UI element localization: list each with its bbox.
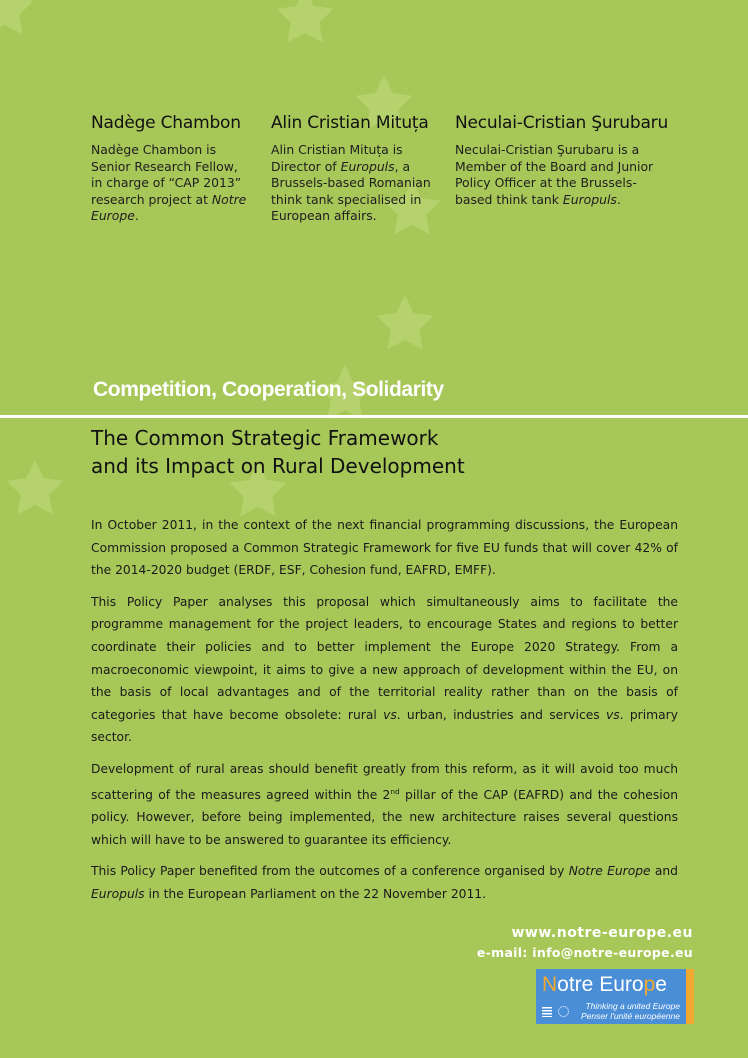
logo-wordmark bbox=[542, 973, 667, 997]
logo-text: otre Euro bbox=[557, 973, 644, 996]
notre-europe-logo bbox=[536, 969, 686, 1024]
text-segment: Development of rural areas should benefit greatly from this reform, as it will avoid too much scattering of the measures agreed within the 2 bbox=[91, 761, 678, 802]
logo-accent-bar bbox=[686, 969, 694, 1024]
author-neculai-surubaru bbox=[455, 113, 669, 208]
paragraph bbox=[91, 591, 678, 749]
emphasis-text: vs bbox=[605, 707, 620, 722]
author-alin-mituta bbox=[271, 113, 441, 225]
flag-icon bbox=[542, 1007, 552, 1017]
text-segment: This Policy Paper analyses this proposal which simultaneously aims to facilitate the programme management for the project leaders, to encourage States and regions to better coordinate their policies and to better implement the Europe 2020 Strategy. From a macroeconomic viewpoint, it aims to give a new approach of development within the EU, on the basis of local advantages and of the territorial reality rather than on the basis of categories that have become obsolete: rural bbox=[91, 594, 678, 722]
author-name: Neculai-Cristian Şurubaru bbox=[455, 113, 669, 133]
text-segment: . bbox=[134, 208, 139, 223]
text-segment: . primary sector. bbox=[91, 707, 678, 745]
text-segment: and bbox=[650, 864, 678, 879]
email-link[interactable]: e-mail: info@notre-europe.eu bbox=[476, 945, 693, 960]
text-segment: Nadège Chambon is Senior Research Fellow, in charge of “CAP 2013” research project at bbox=[91, 142, 242, 207]
text-segment: in the European Parliament on the 22 November 2011. bbox=[144, 887, 487, 901]
logo-letter: N bbox=[542, 973, 558, 996]
emphasis-text: Europuls bbox=[562, 191, 617, 207]
emphasis-text: Europuls bbox=[91, 887, 145, 901]
text-segment: nd bbox=[390, 786, 400, 796]
paragraph bbox=[91, 860, 678, 905]
text-segment: , a Brussels-based Romanian think tank specialised in European affairs. bbox=[271, 158, 431, 223]
text-segment: . bbox=[616, 191, 621, 207]
title-line-1: The Common Strategic Framework bbox=[91, 426, 439, 450]
abstract bbox=[91, 514, 678, 915]
divider bbox=[0, 415, 748, 418]
author-name: Nadège Chambon bbox=[91, 113, 241, 133]
logo-letter: p bbox=[643, 973, 656, 996]
emphasis-text: Notre Europe bbox=[568, 864, 651, 879]
text-segment: This Policy Paper benefited from the outcomes of a conference organised by bbox=[91, 864, 569, 879]
author-bio bbox=[271, 142, 441, 225]
text-segment: Neculai-Cristian Şurubaru is a Member of the Board and Junior Policy Officer at the Brussels-based think tank bbox=[455, 142, 654, 207]
series-title: Competition, Cooperation, Solidarity bbox=[93, 378, 444, 401]
emphasis-text: vs bbox=[383, 707, 397, 722]
emphasis-text: Europuls bbox=[340, 158, 395, 174]
logo-tagline-en: Thinking a united Europe bbox=[585, 1001, 680, 1011]
text-segment: In October 2011, in the context of the next financial programming discussions, the European Commission proposed a Common Strategic Framework for five EU funds that will cover 42% of the 2014-2020 budget (ERDF, ESF, Cohesion fund, EAFRD, EMFF). bbox=[91, 518, 678, 578]
title-line-2: and its Impact on Rural Development bbox=[91, 454, 465, 478]
paragraph bbox=[91, 514, 678, 582]
paragraph bbox=[91, 758, 678, 851]
text-segment: . urban, industries and services bbox=[396, 707, 606, 722]
text-segment: pillar of the CAP (EAFRD) and the cohesion policy. However, before being implemented, the new architecture raises several questions which will have to be answered to guarantee its efficiency. bbox=[91, 787, 679, 847]
author-bio bbox=[455, 142, 655, 208]
logo-text: e bbox=[655, 973, 667, 996]
author-nadege-chambon bbox=[91, 113, 251, 225]
author-bio bbox=[91, 142, 251, 225]
author-name: Alin Cristian Mituța bbox=[271, 113, 429, 133]
text-segment: Alin Cristian Mituța is Director of bbox=[271, 142, 403, 174]
eu-stars-icon bbox=[558, 1006, 569, 1017]
website-link[interactable]: www.notre-europe.eu bbox=[511, 925, 693, 941]
logo-tagline-fr: Penser l'unité européenne bbox=[581, 1011, 680, 1021]
document-title bbox=[91, 424, 465, 480]
emphasis-text: Notre Europe bbox=[91, 191, 247, 223]
